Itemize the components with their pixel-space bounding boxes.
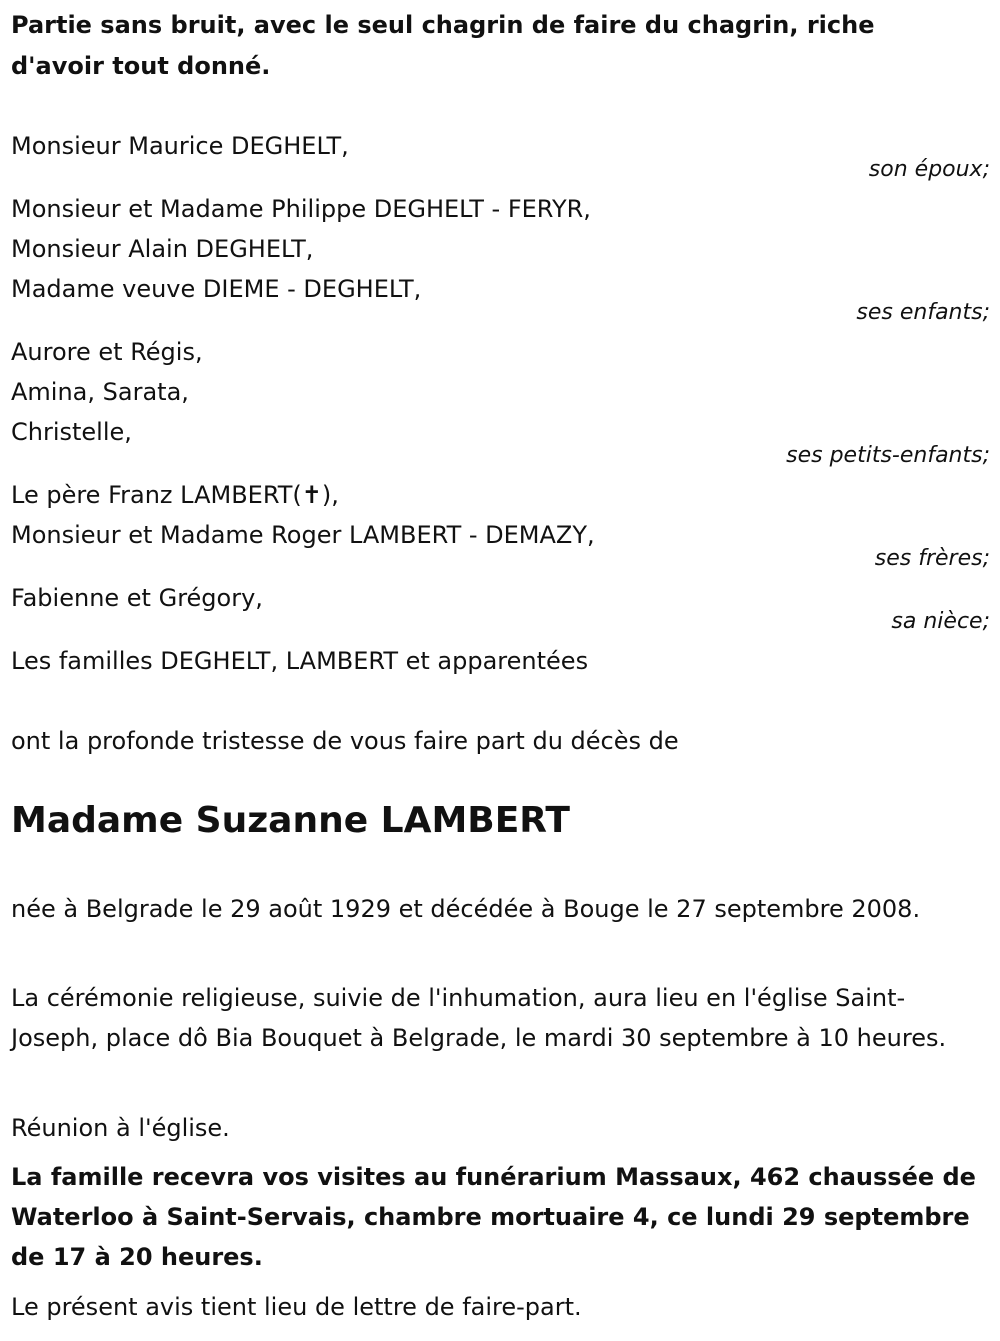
name-line: Madame veuve DIEME - DEGHELT, [11, 275, 422, 303]
relation-label: ses frères; [874, 546, 990, 571]
name-line: Monsieur et Madame Philippe DEGHELT - FERYR, [11, 195, 591, 223]
relation-label: sa nièce; [891, 609, 990, 634]
visits-text: La famille recevra vos visites au funérarium Massaux, 462 chaussée de Waterloo à Saint-Servais, chambre mortuaire 4, ce lundi 29 septembre de 17 à 20 heures. [11, 1163, 976, 1271]
relation-label: ses petits-enfants; [786, 443, 990, 468]
name-line: Fabienne et Grégory, [11, 584, 263, 612]
relation-label: ses enfants; [856, 300, 990, 325]
name-line: Christelle, [11, 418, 132, 446]
announcement-text: ont la profonde tristesse de vous faire part du décès de [11, 727, 679, 755]
name-line: Les familles DEGHELT, LAMBERT et apparentées [11, 647, 589, 675]
relation-label: son époux; [868, 157, 990, 182]
name-line: Aurore et Régis, [11, 338, 203, 366]
notice-text: Le présent avis tient lieu de lettre de faire-part. [11, 1293, 582, 1321]
birth-death-text: née à Belgrade le 29 août 1929 et décédée à Bouge le 27 septembre 2008. [11, 895, 921, 923]
name-line: Monsieur Maurice DEGHELT, [11, 132, 349, 160]
name-line: Le père Franz LAMBERT(✝), [11, 481, 339, 509]
name-line: Monsieur Alain DEGHELT, [11, 235, 314, 263]
ceremony-text: La cérémonie religieuse, suivie de l'inhumation, aura lieu en l'église Saint-Joseph, place dô Bia Bouquet à Belgrade, le mardi 30 septembre à 10 heures. [11, 984, 947, 1052]
name-line: Amina, Sarata, [11, 378, 189, 406]
intro-quote: Partie sans bruit, avec le seul chagrin de faire du chagrin, riche d'avoir tout donné. [11, 11, 875, 80]
deceased-name: Madame Suzanne LAMBERT [11, 800, 570, 841]
name-line: Monsieur et Madame Roger LAMBERT - DEMAZY, [11, 521, 595, 549]
meeting-text: Réunion à l'église. [11, 1114, 230, 1142]
